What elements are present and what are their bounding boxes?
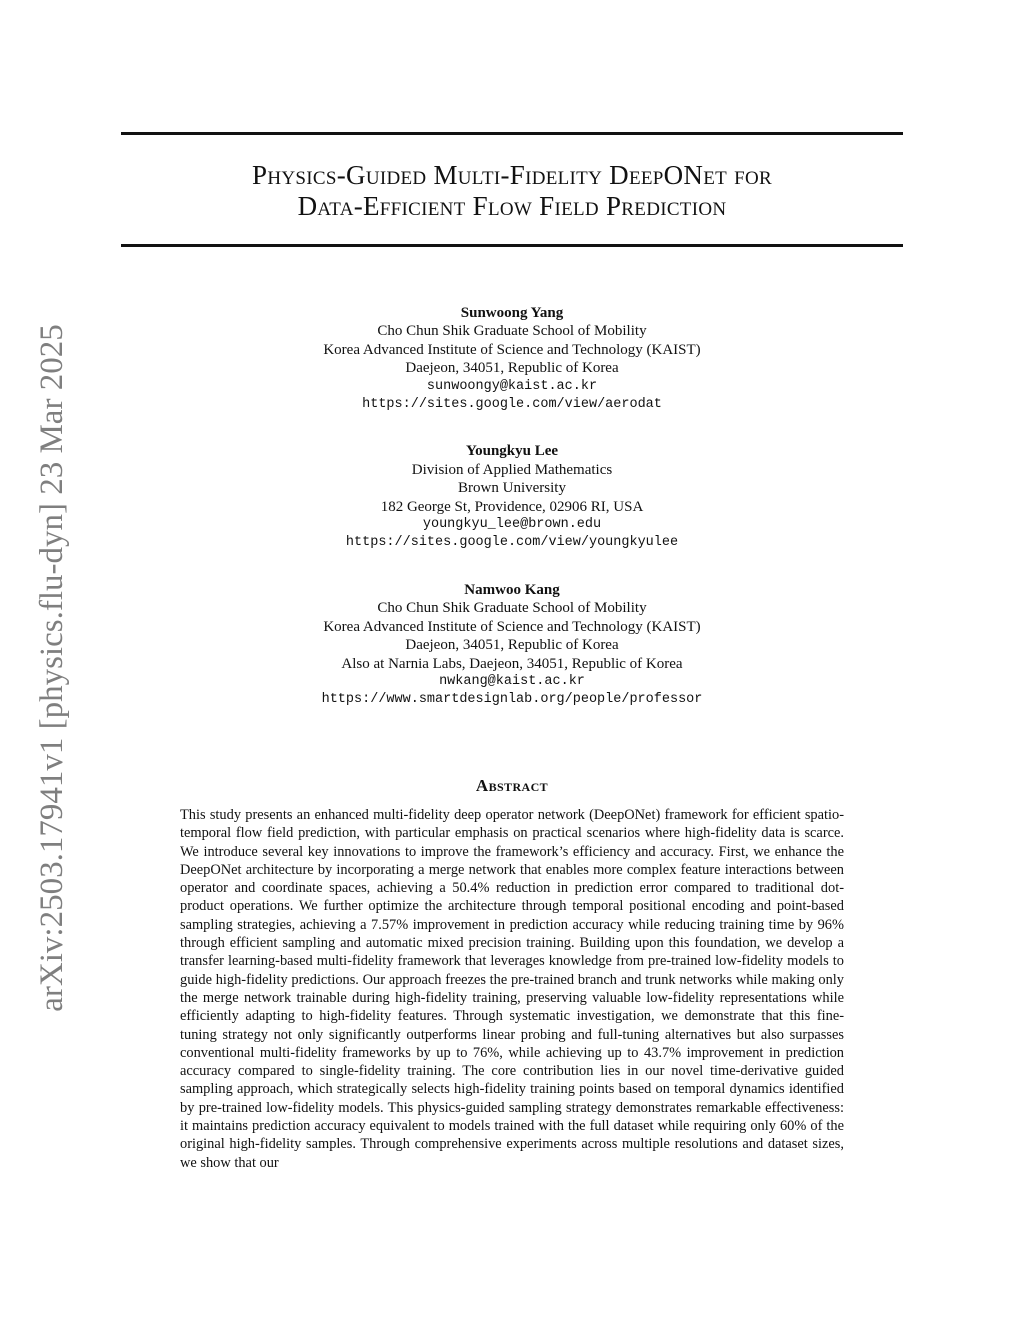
- author-url[interactable]: https://www.smartdesignlab.org/people/professor: [321, 692, 703, 708]
- author-address: Daejeon, 34051, Republic of Korea: [405, 360, 619, 377]
- author-name: Namwoo Kang: [464, 581, 560, 598]
- author-affiliation: Cho Chun Shik Graduate School of Mobility: [377, 323, 647, 340]
- author-block-kang: [180, 581, 844, 710]
- author-affiliation: Korea Advanced Institute of Science and Technology (KAIST): [323, 341, 701, 358]
- title-bottom-rule: [121, 244, 903, 247]
- author-affiliation: Cho Chun Shik Graduate School of Mobility: [377, 600, 647, 617]
- author-email[interactable]: nwkang@kaist.ac.kr: [439, 673, 585, 689]
- author-name: Youngkyu Lee: [465, 443, 559, 460]
- author-address: Daejeon, 34051, Republic of Korea: [405, 637, 619, 654]
- author-url[interactable]: https://sites.google.com/view/youngkyulee: [345, 535, 679, 551]
- author-affiliation: Also at Narnia Labs, Daejeon, 34051, Republic of Korea: [341, 655, 683, 672]
- title-line-2: Data-Efficient Flow Field Prediction: [297, 191, 727, 221]
- arxiv-identifier-stamp: arXiv:2503.17941v1 [physics.flu-dyn] 23 Mar 2025: [34, 324, 70, 1012]
- author-affiliation: Brown University: [458, 480, 566, 497]
- author-email[interactable]: youngkyu_lee@brown.edu: [422, 517, 602, 533]
- author-block-lee: [180, 442, 844, 552]
- author-name: Sunwoong Yang: [460, 305, 564, 321]
- author-list: [180, 304, 844, 738]
- author-email[interactable]: sunwoongy@kaist.ac.kr: [426, 378, 598, 394]
- title-line-1: Physics-Guided Multi-Fidelity DeepONet for: [252, 160, 772, 190]
- title-top-rule: [121, 132, 903, 135]
- author-affiliation: Korea Advanced Institute of Science and Technology (KAIST): [323, 618, 701, 635]
- paper-title: [121, 160, 903, 222]
- abstract-heading: Abstract: [475, 776, 549, 795]
- author-address: 182 George St, Providence, 02906 RI, USA: [380, 498, 644, 515]
- author-url[interactable]: https://sites.google.com/view/aerodat: [362, 397, 662, 413]
- author-block-yang: [180, 304, 844, 414]
- author-affiliation: Division of Applied Mathematics: [411, 461, 613, 478]
- abstract-body: This study presents an enhanced multi-fidelity deep operator network (DeepONet) framework for efficient spatio-temporal flow field prediction, with particular emphasis on practical scenarios where high-fidelity data is scarce. We introduce several key innovations to improve the framework’s efficiency and accuracy. First, we enhance the DeepONet architecture by incorporating a merge network that enables more complex feature interactions between operator and coordinate spaces, achieving a 50.4% reduction in prediction error compared to traditional dot-product operations. We further optimize the architecture through temporal positional encoding and point-based sampling strategies, achieving a 7.57% improvement in prediction accuracy while reducing training time by 96% through efficient sampling and automatic mixed precision training. Building upon this foundation, we develop a transfer learning-based multi-fidelity framework that leverages knowledge from pre-trained low-fidelity models to guide high-fidelity predictions. Our approach freezes the pre-trained branch and trunk networks while making only the merge network trainable during high-fidelity training, preserving valuable low-fidelity representations while efficiently adapting to high-fidelity features. Through systematic investigation, we demonstrate that this fine-tuning strategy not only significantly outperforms linear probing and full-tuning alternatives but also surpasses conventional multi-fidelity frameworks by up to 76%, while achieving up to 43.7% improvement in prediction accuracy compared to single-fidelity training. The core contribution lies in our novel time-derivative guided sampling approach, which strategically selects high-fidelity training points based on temporal dynamics identified by pre-trained low-fidelity models. This physics-guided sampling strategy demonstrates remarkable effectiveness: it maintains prediction accuracy equivalent to models trained with the full dataset while requiring only 60% of the original high-fidelity samples. Through comprehensive experiments across multiple resolutions and dataset sizes, we show that our: [180, 807, 844, 1171]
